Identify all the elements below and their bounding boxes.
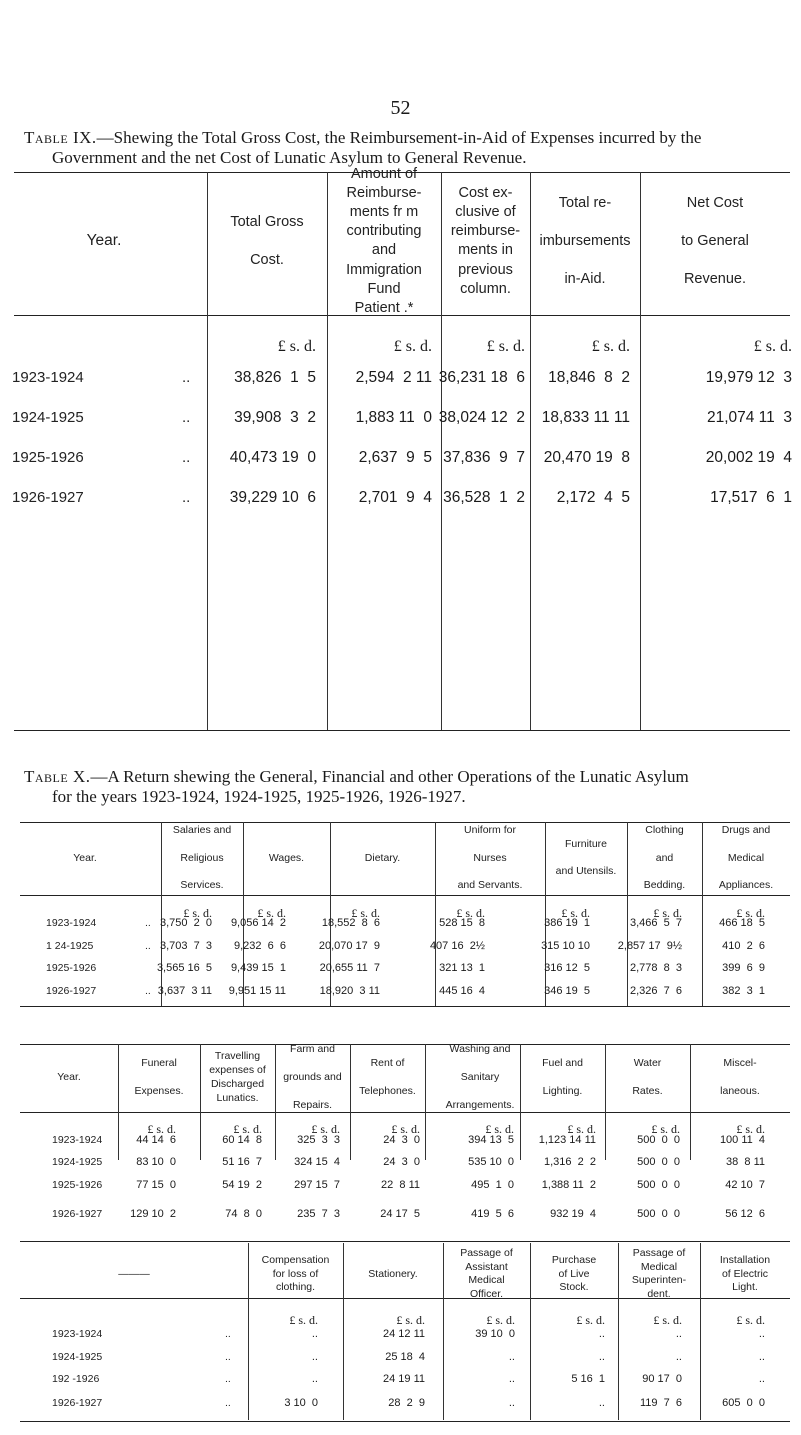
table-x-p2-units-cell: £ s. d.	[233, 1122, 262, 1136]
table-ix-cell: 2,637 9 5	[358, 449, 432, 466]
table-x-p3-cell: ..	[508, 1373, 515, 1385]
table-x-p2-units-cell: £ s. d.	[391, 1122, 420, 1136]
table-x-p1-header-cell: Wages.	[268, 851, 305, 864]
table-x-p3-cell: ..	[311, 1328, 318, 1340]
table-x-p2-units-cell: £ s. d.	[651, 1122, 680, 1136]
table-x-p3-cell: ..	[508, 1351, 515, 1363]
table-x-p2-cell: 419 5 6	[471, 1208, 514, 1220]
table-x-p1-cell: 3,565 16 5	[156, 962, 212, 974]
table-ix-cell: 38,826 1 5	[234, 369, 316, 386]
table-x-p3-cell: 605 0 0	[722, 1397, 765, 1409]
table-ix-header-cell: Total Gross Cost.	[230, 213, 304, 269]
table-ix-cell: 2,701 9 4	[358, 489, 432, 506]
table-ix-cell: 20,470 19 8	[543, 449, 630, 466]
table-x-p3-cell: ..	[508, 1397, 515, 1409]
table-x-p3-header-cell: Passage of Assistant Medical Officer.	[460, 1246, 513, 1301]
table-ix-cell: 39,908 3 2	[234, 409, 316, 426]
table-x-p2-header-cell: Farm and grounds and Repairs.	[283, 1043, 342, 1111]
table-ix-header-cell: Amount of Reimburse- ments fr m contributing and Immigration Fund Patient .*	[346, 165, 422, 316]
table-x-p3-cell: 3 10 0	[284, 1397, 318, 1409]
table-ix-caption-line2: Government and the net Cost of Lunatic Asylum to General Revenue.	[52, 148, 527, 167]
table-x-p1-cell: 9,951 15 11	[228, 985, 286, 997]
table-ix-row-year: 1924-1925	[12, 409, 84, 426]
table-x-p3-cell: ..	[758, 1328, 765, 1340]
table-x-p2-cell: 500 0 0	[637, 1156, 680, 1168]
table-ix-row-dots: ..	[182, 409, 191, 426]
table-x-p2-cell: 44 14 6	[136, 1134, 176, 1146]
table-x-p2-cell: 24 3 0	[383, 1134, 420, 1146]
table-x-p2-cell: 77 15 0	[136, 1179, 176, 1191]
table-x-caption-line1: —A Return shewing the General, Financial and other Operations of the Lunatic Asylum	[90, 767, 689, 786]
table-x-p2-cell: 100 11 4	[719, 1134, 765, 1146]
table-x-p3-header-cell: Stationery.	[368, 1267, 418, 1280]
table-x-p1-units-cell: £ s. d.	[736, 906, 765, 920]
table-x-p1-cell: 315 10 10	[541, 940, 590, 952]
table-x-p3-row-dots: ..	[225, 1397, 231, 1409]
table-x-p3-cell: 39 10 0	[475, 1328, 515, 1340]
table-x-p2-cell: 500 0 0	[637, 1134, 680, 1146]
table-x-p3-header-cell: Purchase of Live Stock.	[551, 1253, 597, 1294]
table-x-p1-units-cell: £ s. d.	[183, 906, 212, 920]
table-x-p3-cell: 90 17 0	[642, 1373, 682, 1385]
table-x-p2-cell: 297 15 7	[294, 1179, 340, 1191]
table-x-p2-cell: 74 8 0	[225, 1208, 262, 1220]
table-x-p3-units-cell: £ s. d.	[486, 1313, 515, 1327]
table-x-p1-cell: 321 13 1	[439, 962, 485, 974]
table-x-p1-row-year: 1923-1924	[46, 917, 97, 929]
table-ix-cell: 1,883 11 0	[355, 409, 432, 426]
table-x-p3-cell: ..	[598, 1351, 605, 1363]
table-x-p1-cell: 20,070 17 9	[318, 940, 380, 952]
table-x-p2-units-cell: £ s. d.	[311, 1122, 340, 1136]
table-x-p1-cell: 346 19 5	[544, 985, 590, 997]
table-ix-cell: 17,517 6 1	[710, 489, 792, 506]
table-x-p1-cell: 20,655 11 7	[319, 962, 380, 974]
table-x-p1-units-cell: £ s. d.	[456, 906, 485, 920]
table-x-p3-bottom-rule	[20, 1421, 790, 1422]
table-x-p2-cell: 24 17 5	[380, 1208, 420, 1220]
table-ix-header-cell: Net Cost to General Revenue.	[681, 194, 749, 288]
table-ix-cell: 40,473 19 0	[229, 449, 316, 466]
table-x-p1-cell: 18,920 3 11	[319, 985, 380, 997]
table-x-p1-row-dots: ..	[145, 985, 151, 997]
table-ix-row-dots: ..	[182, 369, 191, 386]
table-x-p2-cell: 42 10 7	[725, 1179, 765, 1191]
table-x-p2-units-cell: £ s. d.	[736, 1122, 765, 1136]
table-x-p3-cell: ..	[675, 1328, 682, 1340]
table-x-p2-header-cell: Water Rates.	[632, 1057, 663, 1097]
table-x-p1-header-cell: Clothing and Bedding.	[643, 823, 686, 892]
table-x-p2-cell: 495 1 0	[471, 1179, 514, 1191]
table-x-p1-header-cell: Year.	[73, 851, 97, 864]
table-x-p2-row-year: 1926-1927	[52, 1208, 103, 1220]
table-x-p2-cell: 51 16 7	[222, 1156, 262, 1168]
table-x-p2-header-cell: Travelling expenses of Discharged Lunatics.	[209, 1050, 266, 1104]
table-x-p3-row-year: 1923-1924	[52, 1328, 103, 1340]
table-x-p1-units-cell: £ s. d.	[351, 906, 380, 920]
table-x-p2-top-rule	[20, 1044, 790, 1045]
table-ix-units-cell: £ s. d.	[393, 338, 432, 355]
table-x-p2-cell: 394 13 5	[468, 1134, 514, 1146]
table-ix-cell: 18,833 11 11	[541, 409, 630, 426]
table-x-p2-header-cell: Fuel and Lighting.	[542, 1057, 583, 1097]
table-x-p3-row-dots: ..	[225, 1373, 231, 1385]
table-x-p3-row-year: 1924-1925	[52, 1351, 103, 1363]
table-x-p3-header-cell: Compensation for loss of clothing.	[261, 1253, 330, 1294]
table-x-label: Table X.	[24, 767, 91, 786]
table-x-p1-header-cell: Salaries and Religious Services.	[172, 823, 232, 892]
table-x-p2-cell: 235 7 3	[297, 1208, 340, 1220]
table-ix-units-cell: £ s. d.	[486, 338, 525, 355]
table-x-p1-cell: 3,637 3 11	[157, 985, 212, 997]
table-x-p1-row-year: 1925-1926	[46, 962, 97, 974]
table-x-p1-bottom-rule	[20, 1006, 790, 1007]
table-ix-cell: 36,528 1 2	[443, 489, 525, 506]
table-x-p2-units-cell: £ s. d.	[485, 1122, 514, 1136]
table-x-p1-header-rule	[20, 895, 790, 896]
table-x-p2-cell: 500 0 0	[637, 1208, 680, 1220]
table-x-p2-header-cell: Funeral Expenses.	[134, 1057, 184, 1097]
table-x-caption-block	[24, 767, 784, 807]
table-x-p3-row-dots: ..	[225, 1328, 231, 1340]
table-x-p2-units-cell: £ s. d.	[147, 1122, 176, 1136]
table-x-p1-cell: 18,552 8 6	[321, 917, 380, 929]
table-x-p3-units-cell: £ s. d.	[576, 1313, 605, 1327]
table-x-p2-header-rule	[20, 1112, 790, 1113]
table-x-p1-cell: 528 15 8	[439, 917, 485, 929]
table-x-p1-row-year: 1 24-1925	[46, 940, 94, 952]
table-x-p3-units-cell: £ s. d.	[396, 1313, 425, 1327]
table-x-p1-cell: 382 3 1	[722, 985, 765, 997]
table-x-p1-cell: 9,232 6 6	[234, 940, 286, 952]
table-x-p2-cell: 1,123 14 11	[538, 1134, 596, 1146]
table-x-p2-bottom-rule	[20, 1241, 790, 1242]
table-x-p2-cell: 38 8 11	[726, 1156, 765, 1168]
table-ix-units-cell: £ s. d.	[591, 338, 630, 355]
table-ix-cell: 2,594 2 11	[355, 369, 432, 386]
table-ix-label: Table IX.	[24, 128, 97, 147]
table-x-p3-row-year: 192 -1926	[52, 1373, 100, 1385]
page-number: 52	[390, 97, 411, 119]
table-x-p2-header-cell: Rent of Telephones.	[359, 1057, 416, 1097]
table-x-p3-cell: ..	[598, 1397, 605, 1409]
table-x-p1-cell: 3,466 5 7	[630, 917, 682, 929]
table-x-p3-cell: ..	[598, 1328, 605, 1340]
table-x-p1-cell: 2,326 7 6	[630, 985, 682, 997]
table-x-p1-header-cell: Furniture and Utensils.	[555, 837, 617, 878]
table-x-p2-row-year: 1925-1926	[52, 1179, 103, 1191]
table-x-p1-cell: 399 6 9	[722, 962, 765, 974]
table-x-p3-row-dots: ..	[225, 1351, 231, 1363]
table-x-p3-units-cell: £ s. d.	[736, 1313, 765, 1327]
table-x-p1-cell: 410 2 6	[722, 940, 765, 952]
table-x-p2-cell: 54 19 2	[222, 1179, 262, 1191]
table-x-p1-header-cell: Uniform for Nurses and Servants.	[457, 823, 523, 892]
table-x-p1-cell: 466 18 5	[719, 917, 765, 929]
table-x-p1-cell: 3,703 7 3	[160, 940, 212, 952]
table-ix-cell: 2,172 4 5	[556, 489, 630, 506]
table-x-p1-cell: 9,439 15 1	[230, 962, 286, 974]
table-x-p2-cell: 932 19 4	[550, 1208, 596, 1220]
table-ix-cell: 18,846 8 2	[548, 369, 630, 386]
table-x-p2-cell: 22 8 11	[381, 1179, 420, 1191]
table-x-p1-row-year: 1926-1927	[46, 985, 97, 997]
table-x-p3-header-cell: ———	[118, 1267, 150, 1280]
table-x-p1-cell: 2,778 8 3	[630, 962, 682, 974]
table-x-p1-header-cell: Drugs and Medical Appliances.	[718, 823, 774, 892]
table-x-caption-line2: for the years 1923-1924, 1924-1925, 1925-1926, 1926-1927.	[52, 787, 466, 806]
table-x-p2-header-cell: Washing and Sanitary Arrangements.	[445, 1043, 515, 1111]
table-x-p2-cell: 1,316 2 2	[544, 1156, 596, 1168]
table-x-p3-header-cell: Passage of Medical Superinten- dent.	[631, 1246, 687, 1301]
table-x-p3-cell: ..	[675, 1351, 682, 1363]
table-x-p3-header-cell: Installation of Electric Light.	[719, 1253, 771, 1294]
table-ix-bottom-rule	[14, 730, 790, 731]
table-ix-row-year: 1923-1924	[12, 369, 84, 386]
table-x-p1-units-cell: £ s. d.	[653, 906, 682, 920]
table-ix-units-cell: £ s. d.	[753, 338, 792, 355]
table-x-p3-cell: 119 7 6	[640, 1397, 682, 1409]
table-x-p1-row-dots: ..	[145, 917, 151, 929]
table-x-p2-cell: 60 14 8	[222, 1134, 262, 1146]
table-x-p1-row-dots: ..	[145, 940, 151, 952]
table-x-p3-cell: 28 2 9	[388, 1397, 425, 1409]
table-x-p3-cell: 5 16 1	[571, 1373, 605, 1385]
table-x-p3-cell: ..	[758, 1373, 765, 1385]
table-x-p3-cell: ..	[311, 1351, 318, 1363]
table-x-p1-cell: 316 12 5	[544, 962, 590, 974]
table-x-p3-units-cell: £ s. d.	[289, 1313, 318, 1327]
table-x-p3-cell: 24 12 11	[382, 1328, 425, 1340]
table-x-p3-units-cell: £ s. d.	[653, 1313, 682, 1327]
table-x-p2-cell: 500 0 0	[637, 1179, 680, 1191]
table-x-p3-row-year: 1926-1927	[52, 1397, 103, 1409]
table-ix-row-dots: ..	[182, 489, 191, 506]
table-x-p2-header-cell: Miscel- laneous.	[720, 1057, 760, 1097]
table-x-p2-row-year: 1924-1925	[52, 1156, 103, 1168]
table-x-p2-cell: 56 12 6	[725, 1208, 765, 1220]
table-x-p1-cell: 386 19 1	[544, 917, 590, 929]
table-ix-cell: 37,836 9 7	[443, 449, 525, 466]
table-ix-caption-line1: —Shewing the Total Gross Cost, the Reimbursement-in-Aid of Expenses incurred by the	[96, 128, 702, 147]
table-x-p2-cell: 24 3 0	[383, 1156, 420, 1168]
table-ix-cell: 19,979 12 3	[705, 369, 792, 386]
table-ix-cell: 39,229 10 6	[229, 489, 316, 506]
table-ix-units-cell: £ s. d.	[277, 338, 316, 355]
table-ix-cell: 36,231 18 6	[438, 369, 525, 386]
table-ix-caption	[24, 128, 784, 168]
table-x-p1-cell: 3,750 2 0	[160, 917, 212, 929]
table-x-p3-cell: 25 18 4	[385, 1351, 425, 1363]
table-ix-row-year: 1926-1927	[12, 489, 84, 506]
table-x-p1-units-cell: £ s. d.	[561, 906, 590, 920]
table-x-p2-row-year: 1923-1924	[52, 1134, 103, 1146]
table-x-p2-cell: 83 10 0	[136, 1156, 176, 1168]
table-x-p1-cell: 407 16 2½	[429, 940, 485, 952]
table-ix-row-dots: ..	[182, 449, 191, 466]
table-x-p1-top-rule	[20, 822, 790, 823]
table-x-p1-cell: 2,857 17 9½	[617, 940, 682, 952]
table-ix-header-cell: Year.	[86, 232, 122, 250]
table-x-p2-cell: 129 10 2	[130, 1208, 176, 1220]
table-x-p2-header-cell: Year.	[57, 1071, 81, 1084]
table-x-p2-cell: 535 10 0	[468, 1156, 514, 1168]
table-ix-cell: 38,024 12 2	[438, 409, 525, 426]
table-x-p2-cell: 325 3 3	[297, 1134, 340, 1146]
table-ix-header-cell: Total re- imbursements in-Aid.	[539, 194, 631, 288]
table-x-p2-units-cell: £ s. d.	[567, 1122, 596, 1136]
table-x-p3-cell: ..	[311, 1373, 318, 1385]
table-x-p1-cell: 445 16 4	[439, 985, 485, 997]
table-ix-header-cell: Cost ex- clusive of reimburse- ments in previous column.	[450, 185, 521, 297]
table-x-p1-cell: 9,056 14 2	[230, 917, 286, 929]
table-ix-cell: 21,074 11 3	[706, 409, 792, 426]
table-ix-row-year: 1925-1926	[12, 449, 84, 466]
table-x-p1-header-cell: Dietary.	[364, 851, 401, 864]
table-x-p3-cell: 24 19 11	[382, 1373, 425, 1385]
table-x-p2-cell: 324 15 4	[294, 1156, 340, 1168]
table-ix-cell: 20,002 19 4	[705, 449, 792, 466]
table-x-p2-cell: 1,388 11 2	[541, 1179, 596, 1191]
table-x-p3-cell: ..	[758, 1351, 765, 1363]
table-x-p1-units-cell: £ s. d.	[257, 906, 286, 920]
